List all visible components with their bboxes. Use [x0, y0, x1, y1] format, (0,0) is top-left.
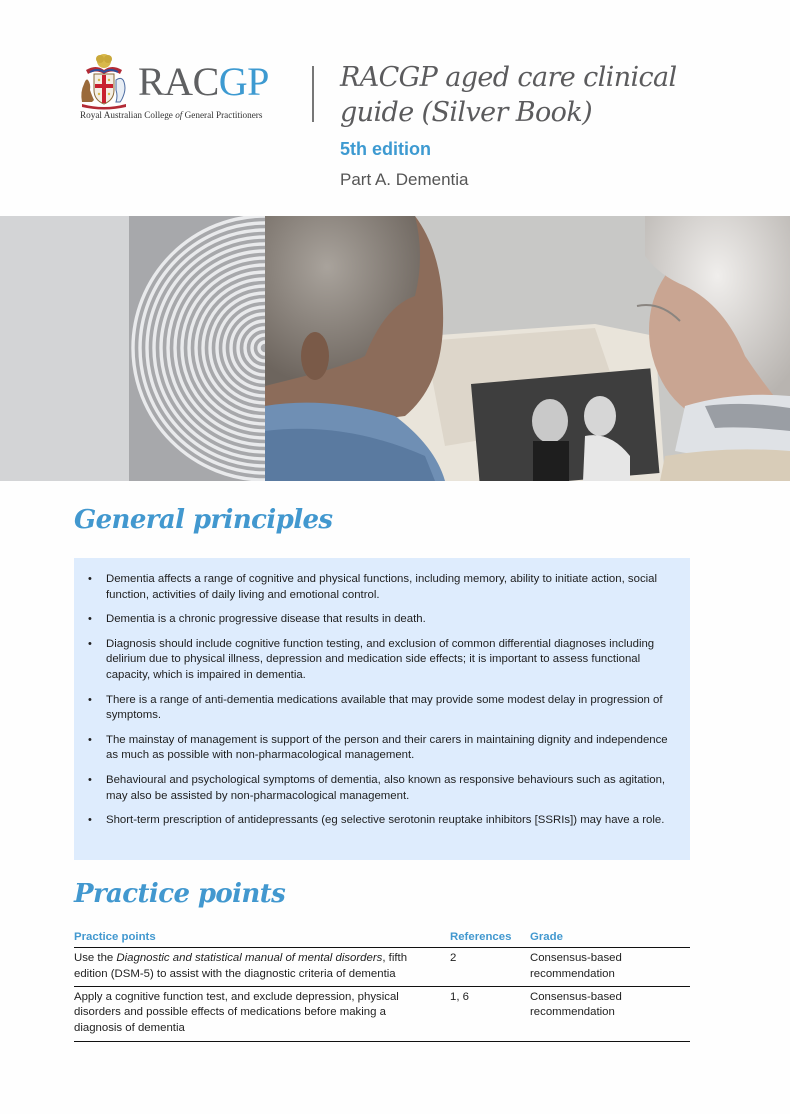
list-item: • Dementia is a chronic progressive disease that results in death.	[86, 612, 681, 628]
references-cell: 1, 6	[450, 986, 530, 1041]
table-row	[74, 986, 690, 1041]
racgp-logo	[76, 50, 306, 122]
cover-banner	[0, 216, 790, 481]
list-item: • Short-term prescription of antidepressants (eg selective serotonin reuptake inhibitors [SSRIs]) may have a role.	[86, 813, 681, 829]
document-part: Part A. Dementia	[340, 170, 469, 189]
logo-wordmark: RACGP	[138, 59, 269, 104]
practice-points-table	[74, 928, 690, 1042]
list-item: • Dementia affects a range of cognitive and physical functions, including memory, ability to initiate action, social function, activities of daily living and emotional control.	[88, 573, 658, 601]
bullet-icon: •	[88, 637, 92, 650]
table-row	[74, 948, 690, 987]
header-divider	[312, 66, 314, 122]
bullet-icon: •	[88, 733, 92, 746]
document-title: RACGP aged care clinical guide (Silver Book)	[340, 62, 677, 128]
couple-photo	[265, 216, 790, 481]
bullet-icon: •	[88, 773, 92, 786]
logo-subtitle: Royal Australian College of General Practitioners	[80, 110, 263, 120]
list-item: • The mainstay of management is support of the person and their carers in maintaining dignity and independence as much as possible with non-pharmacological management.	[88, 733, 668, 762]
grade-cell: Consensus-based recommendation	[530, 986, 690, 1041]
document-edition: 5th edition	[340, 139, 431, 159]
coat-of-arms-icon	[76, 52, 132, 110]
banner-concentric-graphic	[129, 216, 265, 481]
references-cell: 2	[450, 948, 530, 987]
bullet-icon: •	[88, 693, 92, 706]
list-item: • Behavioural and psychological symptoms of dementia, also known as responsive behaviours such as agitation, may also be assisted by non-pharmacological management.	[88, 773, 666, 802]
list-item: • Diagnosis should include cognitive function testing, and exclusion of common differential diagnoses including delirium due to physical illness, depression and medication side effects; it is important to assess functional capacity, which is impaired in dementia.	[88, 637, 655, 681]
general-principles-box	[74, 558, 690, 860]
practice-point-cell: Use the Diagnostic and statistical manual of mental disorders, fifth edition (DSM-5) to assist with the diagnostic criteria of dementia	[74, 948, 450, 987]
general-principles-heading: General principles	[74, 505, 333, 535]
table-header-row	[74, 928, 690, 948]
column-header-references: References	[450, 928, 530, 948]
bullet-icon: •	[88, 814, 92, 827]
practice-points-heading: Practice points	[74, 879, 286, 909]
column-header-grade: Grade	[530, 928, 690, 948]
bullet-icon: •	[88, 573, 92, 585]
column-header-practice-points: Practice points	[74, 928, 450, 948]
grade-cell: Consensus-based recommendation	[530, 948, 690, 987]
list-item: • There is a range of anti-dementia medications available that may provide some modest delay in progression of symptoms.	[88, 693, 663, 722]
general-principles-list	[86, 572, 681, 838]
practice-point-cell: Apply a cognitive function test, and exclude depression, physical disorders and possible effects of medications before making a diagnosis of dementia	[74, 986, 450, 1041]
banner-light-panel	[0, 216, 129, 481]
bullet-icon: •	[88, 613, 92, 626]
